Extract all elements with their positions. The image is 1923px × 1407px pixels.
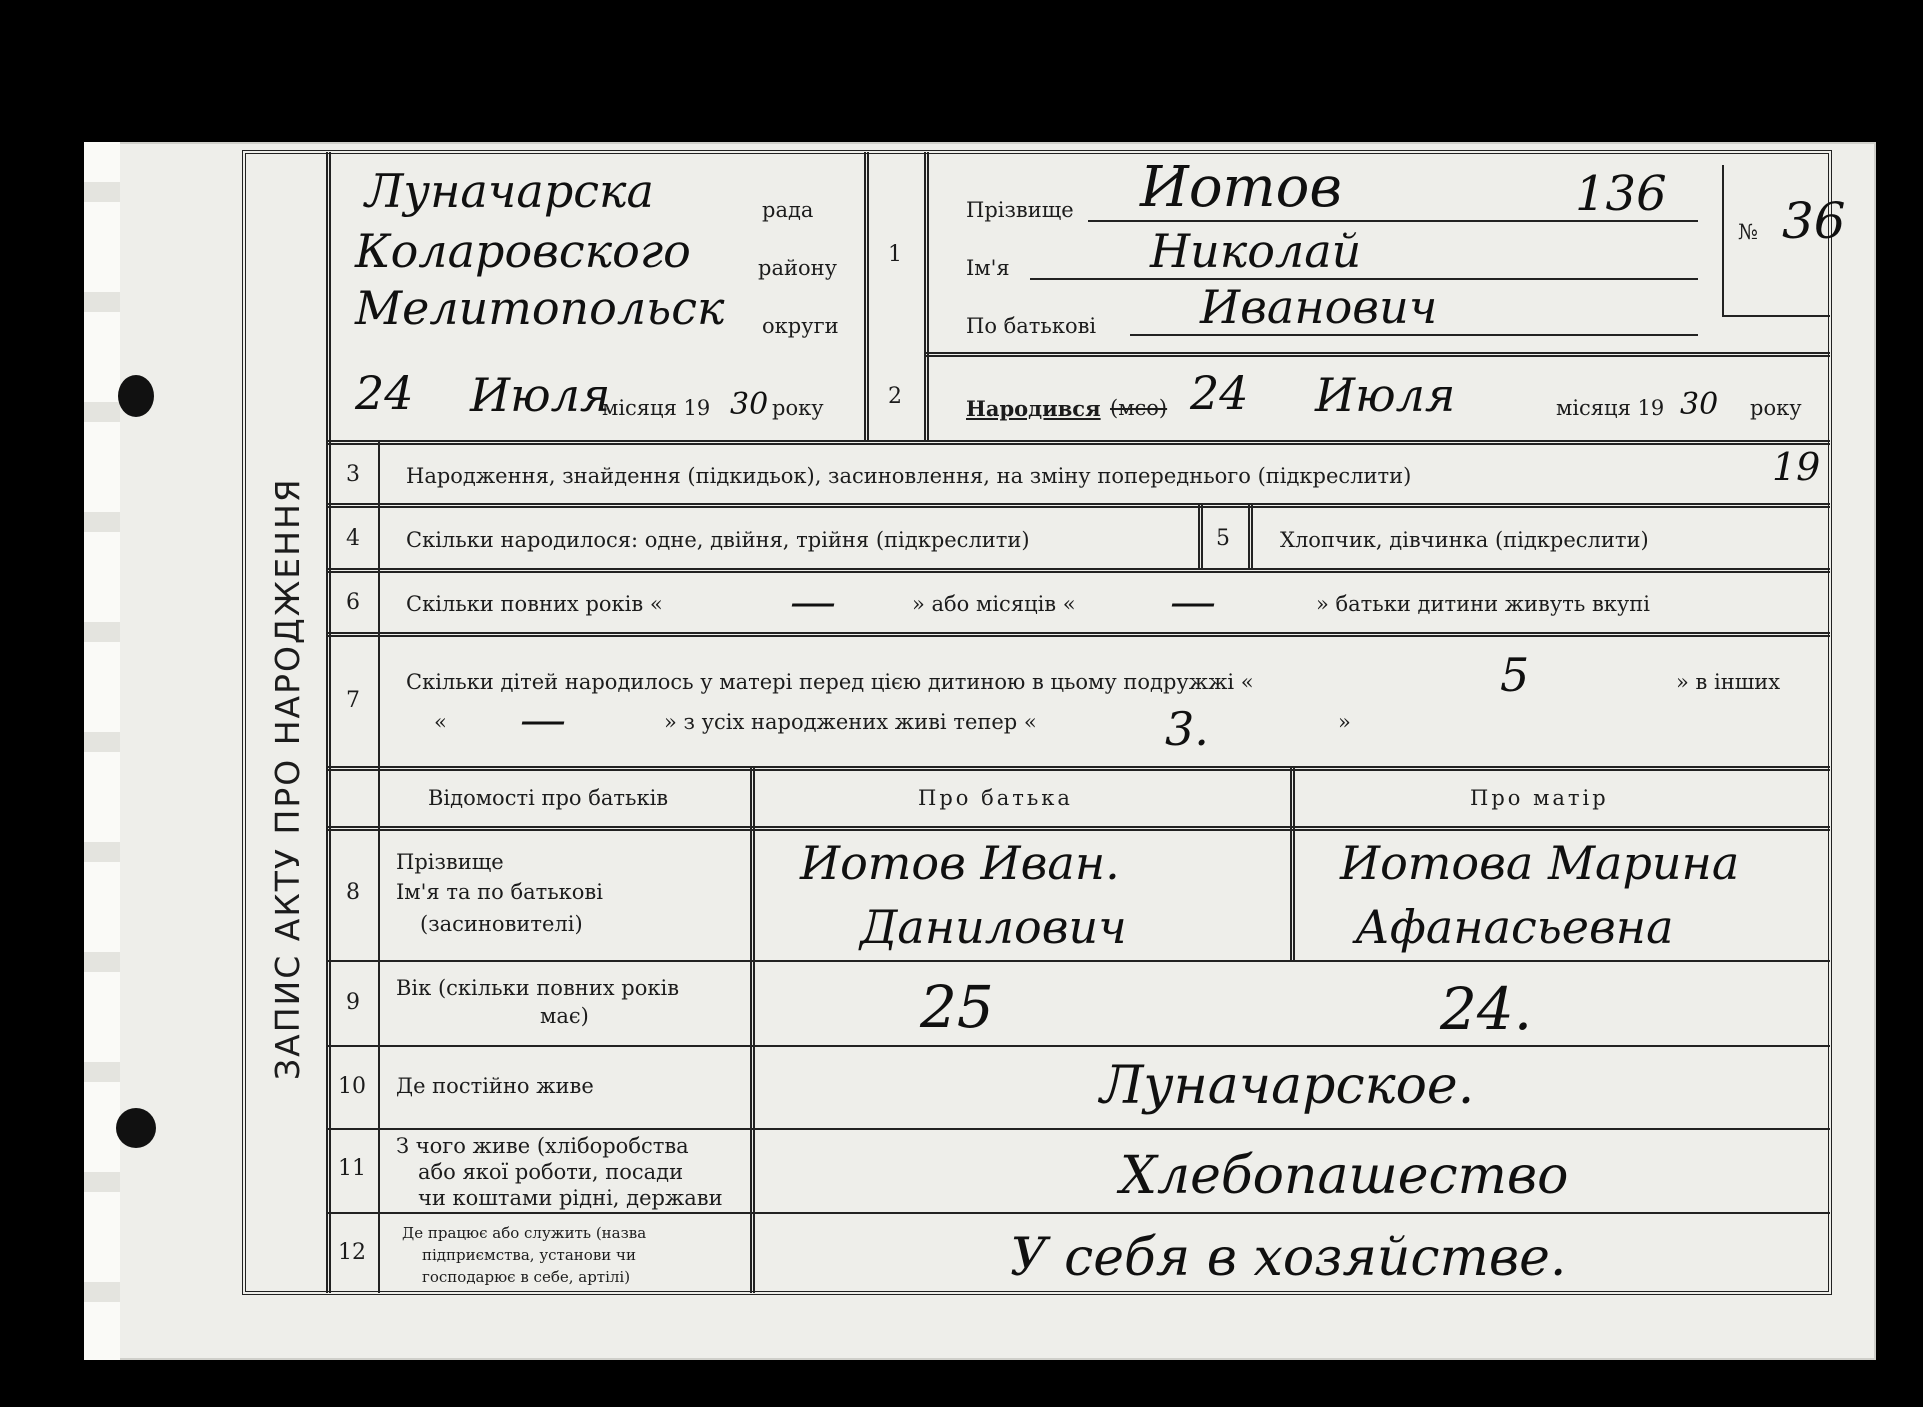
- divider: [328, 766, 1830, 771]
- rada-label: рада: [762, 198, 814, 222]
- row7-in-marriage: 5: [1500, 648, 1530, 702]
- workplace: У себя в хозяйстве.: [1010, 1228, 1567, 1288]
- okrug-label: округи: [762, 314, 839, 338]
- reg-year-label: року: [772, 396, 824, 420]
- fill-line: [1130, 334, 1698, 336]
- r11-l2: або якої роботи, посади: [418, 1160, 684, 1184]
- row7-alive: 3.: [1165, 702, 1209, 756]
- mother-name-1: Иотова Марина: [1340, 836, 1740, 890]
- divider: [328, 632, 1830, 637]
- row7-a: Скільки дітей народилось у матері перед цією дитиною в цьому подружжі «: [406, 670, 1254, 694]
- row-number: 5: [1216, 526, 1230, 551]
- col-info: Відомості про батьків: [428, 786, 669, 810]
- divider: [328, 1212, 1830, 1214]
- number-value: 36: [1782, 192, 1846, 250]
- divider: [1722, 165, 1724, 315]
- divider: [924, 152, 929, 442]
- divider: [1722, 315, 1830, 317]
- raion-label: району: [758, 256, 837, 280]
- reg-day: 24: [355, 366, 414, 420]
- record-number-handwritten: 136: [1575, 166, 1667, 222]
- reg-month: Июля: [470, 368, 611, 422]
- r12-l3: господарює в себе, артілі): [422, 1268, 631, 1286]
- name-label: Ім'я: [966, 256, 1010, 280]
- row7-e: »: [1338, 710, 1351, 734]
- r12-l2: підприємства, установи чи: [422, 1246, 636, 1264]
- row-number: 11: [338, 1156, 366, 1181]
- reg-month-label: місяця 19: [602, 396, 711, 420]
- row7-other: —: [520, 692, 566, 746]
- row6-months: —: [1170, 574, 1216, 628]
- born-year: 30: [1680, 387, 1719, 422]
- r12-l1: Де працює або служить (назва: [402, 1224, 647, 1242]
- surname-label: Прізвище: [966, 198, 1074, 222]
- born-month: Июля: [1315, 368, 1456, 422]
- row6-b: » або місяців «: [912, 592, 1076, 616]
- mother-age: 24.: [1440, 975, 1533, 1043]
- father-age: 25: [920, 973, 994, 1041]
- row6-c: » батьки дитини живуть вкупі: [1316, 592, 1650, 616]
- sidebar-title: ЗАПИС АКТУ ПРО НАРОДЖЕННЯ: [268, 477, 307, 1080]
- r8-l3: (засиновителі): [420, 912, 583, 936]
- row3-text: Народження, знайдення (підкидьок), засиновлення, на зміну попереднього (підкреслити): [406, 464, 1412, 488]
- punch-hole: [116, 1108, 156, 1148]
- col-father: Про батька: [918, 786, 1073, 810]
- r9-l1: Вік (скільки повних років: [396, 976, 680, 1000]
- mother-name-2: Афанасьевна: [1355, 900, 1674, 954]
- row4-text: Скільки народилося: одне, двійня, трійня (підкреслити): [406, 528, 1030, 552]
- born-day: 24: [1190, 366, 1249, 420]
- r11-l3: чи коштами рідні, держави: [418, 1186, 723, 1210]
- row6-years: —: [790, 574, 836, 628]
- fill-line: [1088, 220, 1698, 222]
- divider: [328, 1045, 1830, 1047]
- father-name-1: Иотов Иван.: [800, 836, 1120, 890]
- residence: Луначарское.: [1100, 1056, 1475, 1116]
- rada-value: Луначарска: [365, 164, 654, 218]
- surname-value: Иотов: [1140, 155, 1342, 220]
- father-name-2: Данилович: [860, 900, 1127, 954]
- divider: [328, 826, 1830, 831]
- torn-edge: [84, 142, 120, 1360]
- born-label: Народився: [966, 396, 1101, 421]
- patronymic-label: По батькові: [966, 314, 1097, 338]
- born-struck: (мсо): [1110, 396, 1168, 420]
- row-number: 12: [338, 1240, 366, 1265]
- divider: [328, 568, 1830, 573]
- divider: [924, 352, 1830, 357]
- fill-line: [1030, 278, 1698, 280]
- row-number: 6: [346, 590, 360, 615]
- row-number: 9: [346, 990, 360, 1015]
- divider: [750, 768, 755, 1293]
- divider: [1198, 505, 1203, 569]
- born-year-label: року: [1750, 396, 1802, 420]
- row6-a: Скільки повних років «: [406, 592, 663, 616]
- row7-d: » з усіх народжених живі тепер «: [664, 710, 1037, 734]
- divider: [1290, 768, 1295, 960]
- row-number: 7: [346, 688, 360, 713]
- divider: [328, 440, 1830, 445]
- divider: [864, 152, 869, 442]
- r8-l1: Прізвище: [396, 850, 504, 874]
- r9-l2: має): [540, 1004, 589, 1028]
- divider: [328, 960, 1830, 962]
- raion-value: Коларовского: [355, 224, 691, 278]
- divider: [1248, 505, 1253, 569]
- occupation: Хлебопашество: [1120, 1146, 1569, 1206]
- row-number: 4: [346, 526, 360, 551]
- row7-c: «: [434, 710, 447, 734]
- row-number: 1: [888, 242, 902, 267]
- row-number: 3: [346, 462, 360, 487]
- row3-mark: 19: [1772, 445, 1821, 489]
- okrug-value: Мелитопольск: [355, 281, 725, 335]
- row7-b: » в інших: [1676, 670, 1781, 694]
- r8-l2: Ім'я та по батькові: [396, 880, 603, 904]
- r10-label: Де постійно живе: [396, 1074, 594, 1098]
- row-number: 8: [346, 880, 360, 905]
- row5-text: Хлопчик, дівчинка (підкреслити): [1280, 528, 1649, 552]
- reg-year: 30: [730, 387, 769, 422]
- r11-l1: З чого живе (хліборобства: [396, 1134, 689, 1158]
- punch-hole: [118, 375, 154, 417]
- row-number: 10: [338, 1074, 366, 1099]
- divider: [328, 503, 1830, 508]
- divider: [378, 442, 380, 1293]
- born-month-label: місяця 19: [1556, 396, 1665, 420]
- patronymic-value: Иванович: [1200, 280, 1438, 334]
- row-number: 2: [888, 384, 902, 409]
- number-label: №: [1738, 220, 1758, 244]
- name-value: Николай: [1150, 224, 1362, 278]
- divider: [328, 1128, 1830, 1130]
- divider: [326, 152, 331, 1293]
- col-mother: Про матір: [1470, 786, 1609, 810]
